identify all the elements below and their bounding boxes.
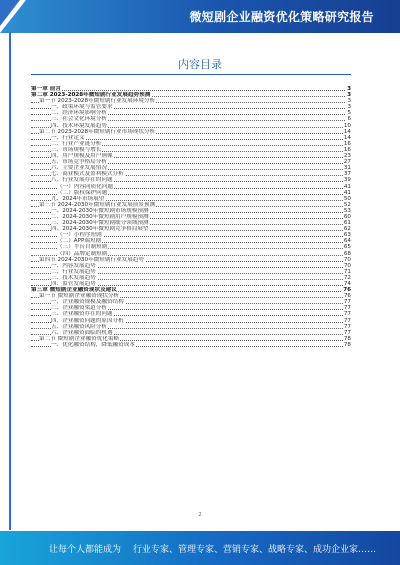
toc-entry-text: 第四节 2024-2030年微短剧行业发展趋势 — [39, 256, 144, 263]
toc-entry-page: 5 — [347, 110, 351, 117]
toc-entry-page: 41 — [343, 183, 351, 190]
toc-entry-page: 41 — [343, 189, 351, 196]
toc-entry-text: 九、2024年市场展望 — [51, 195, 105, 202]
toc-entry-text: （三）平台自制短剧 — [57, 244, 108, 251]
toc-entry-text: 第三章 微短剧企业融资现状及建议 — [31, 287, 117, 294]
toc-entry-page: 3 — [347, 98, 351, 105]
toc-entry-page: 14 — [343, 134, 351, 141]
toc-entry-text: 六、企业融资面临的机遇 — [51, 329, 113, 336]
toc-entry-text: 第二节 微短剧企业融资优化策略 — [39, 335, 120, 342]
toc-title-underline — [31, 74, 351, 75]
toc-entry-page: 68 — [343, 250, 351, 257]
toc-entry-text: 五、企业融资风险分析 — [51, 323, 107, 330]
toc-entry-text: 一、内容发展趋势 — [51, 262, 96, 269]
toc-entry-text: 三、2024-2030年微短剧细分领域预测 — [51, 220, 149, 227]
toc-entry-text: 第一节 2023-2028年微短剧行业发展环境分析 — [39, 98, 156, 105]
toc-entry-text: 一、2024-2030年微短剧市场规模预测 — [51, 207, 149, 214]
toc-entry-page: 53 — [343, 207, 351, 214]
toc-entry-page: 65 — [343, 244, 351, 251]
toc-entry-page: 78 — [343, 341, 351, 348]
toc-entry-text: 二、企业融资渠道分析 — [51, 305, 107, 312]
toc-entry-text: 第二节 2023-2028年微短剧行业市场现状分析 — [39, 128, 156, 135]
toc-entry-page: 23 — [343, 153, 351, 160]
header-banner — [0, 0, 400, 33]
toc-entry-text: （二）APP端短剧 — [57, 238, 102, 245]
toc-entry-page: 77 — [343, 305, 351, 312]
toc-entry-page: 16 — [343, 146, 351, 153]
toc-entry-text: （一）小程序短剧 — [57, 232, 102, 239]
toc-entry-text: 三、社会文化环境分析 — [51, 116, 107, 123]
toc-entry-page: 39 — [343, 177, 351, 184]
toc-entry-text: 第二章 2023-2028年微短剧行业发展趋势预测 — [31, 92, 151, 99]
toc-entry-page: 63 — [343, 232, 351, 239]
corner-decoration-inner — [0, 0, 20, 26]
table-of-contents — [31, 86, 351, 348]
toc-entry-text: 二、行业产业链分析 — [51, 140, 102, 147]
toc-entry-page: 64 — [343, 238, 351, 245]
toc-entry-page: 70 — [343, 256, 351, 263]
toc-entry-page: 78 — [343, 335, 351, 342]
toc-entry-text: 四、用户规模及用户画像 — [51, 153, 113, 160]
toc-entry-text: 八、行业发展存在的问题 — [51, 177, 113, 184]
toc-entry-text: 二、2024-2030年微短剧用户规模预测 — [51, 213, 149, 220]
toc-entry-page: 62 — [343, 226, 351, 233]
toc-entry-page: 37 — [343, 171, 351, 178]
toc-entry-text: 一、企业融资规模及融资结构 — [51, 299, 124, 306]
toc-entry-page: 50 — [343, 195, 351, 202]
toc-entry-text: 第三节 2024-2030年微短剧行业发展前景预测 — [39, 201, 156, 208]
toc-entry-page: 16 — [343, 140, 351, 147]
toc-entry-text: 一、优化融资结构，降低融资成本 — [51, 341, 135, 348]
toc-entry-page: 60 — [343, 213, 351, 220]
toc-entry-page: 3 — [347, 92, 351, 99]
toc-entry-page: 70 — [343, 262, 351, 269]
toc-entry-page: 74 — [343, 281, 351, 287]
toc-entry-text: （二）版权保护问题 — [57, 189, 108, 196]
toc-entry-text: 四、技术环境发展趋势 — [51, 122, 107, 129]
toc-entry-text: 一、政策环境与监管要求 — [51, 104, 113, 111]
toc-entry-text: 四、监管发展趋势 — [51, 281, 96, 287]
toc-entry-page: 3 — [347, 104, 351, 111]
toc-entry[interactable] — [31, 342, 351, 348]
document-title: 微短剧企业融资优化策略研究报告 — [189, 10, 374, 24]
page-number: 2 — [198, 512, 202, 518]
toc-entry-page: 72 — [343, 274, 351, 281]
toc-entry-page: 77 — [343, 317, 351, 324]
footer-slogan-left: 让每个人都能成为 — [49, 545, 122, 555]
toc-entry-page: 71 — [343, 268, 351, 275]
toc-entry-text: 二、行业发展趋势 — [51, 268, 96, 275]
toc-entry-page: 3 — [347, 86, 351, 92]
toc-entry-page: 76 — [343, 293, 351, 300]
toc-entry-text: 七、商业模式及盈利模式分析 — [51, 171, 124, 178]
toc-entry-page: 14 — [343, 128, 351, 135]
toc-entry-page: 77 — [343, 299, 351, 306]
toc-entry-page: 77 — [343, 329, 351, 336]
footer-banner — [0, 531, 400, 565]
toc-entry-text: 二、经济环境影响分析 — [51, 110, 107, 117]
toc-entry-text: 四、企业融资问题的原因分析 — [51, 317, 124, 324]
toc-entry-page: 10 — [343, 122, 351, 129]
toc-entry-text: 第一节 微短剧企业融资现状分析 — [39, 293, 120, 300]
toc-entry-text: （四）品牌定制短剧 — [57, 250, 108, 257]
toc-entry-page: 61 — [343, 220, 351, 227]
toc-entry-text: 四、2024-2030年微短剧竞争格局展望 — [51, 226, 149, 233]
toc-entry-text: 一、行业定义 — [51, 134, 85, 141]
toc-entry-text: 第一章 前言 — [31, 86, 61, 92]
toc-entry-text: 六、主要企业发展情况 — [51, 165, 107, 172]
left-margin-rule — [9, 32, 11, 530]
toc-entry-page: 31 — [343, 165, 351, 172]
toc-entry-page: 52 — [343, 201, 351, 208]
toc-entry-page: 77 — [343, 311, 351, 318]
toc-entry-page: 27 — [343, 159, 351, 166]
footer-slogan-right: 行业专家、管理专家、营销专家、战略专家、成功企业家…… — [133, 545, 377, 555]
toc-entry-text: 三、技术发展趋势 — [51, 274, 96, 281]
toc-entry-text: 三、企业融资存在的问题 — [51, 311, 113, 318]
toc-entry-page: 77 — [343, 323, 351, 330]
toc-title: 内容目录 — [178, 58, 222, 71]
toc-entry-page: 76 — [343, 287, 351, 294]
toc-entry-text: 五、市场竞争格局分析 — [51, 159, 107, 166]
toc-leader-dots — [31, 90, 351, 91]
toc-entry-text: （一）内容同质化问题 — [57, 183, 113, 190]
toc-entry-page: 6 — [347, 116, 351, 123]
toc-entry-text: 三、市场规模与增长 — [51, 146, 102, 153]
